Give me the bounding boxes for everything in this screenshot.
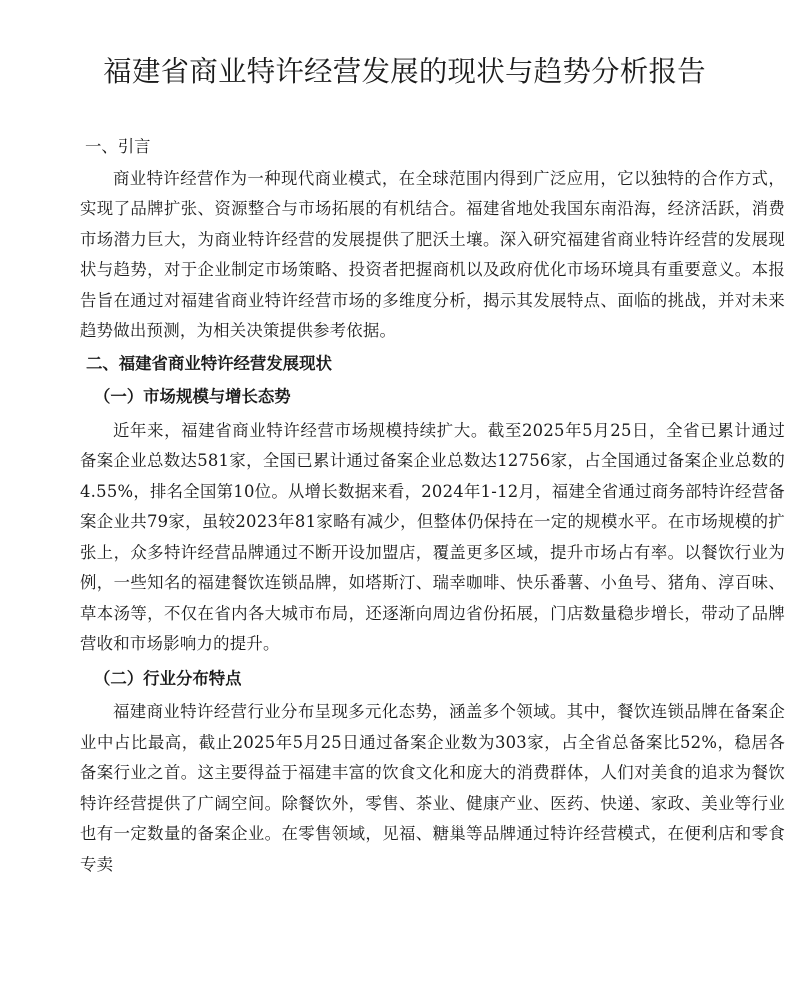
document-body [80, 132, 785, 880]
paragraph-introduction: 商业特许经营作为一种现代商业模式，在全球范围内得到广泛应用，它以独特的合作方式，实现了品牌扩张、资源整合与市场拓展的有机结合。福建省地处我国东南沿海，经济活跃，消费市场潜力巨大，为商业特许经营的发展提供了肥沃土壤。深入研究福建省商业特许经营的发展现状与趋势，对于企业制定市场策略、投资者把握商机以及政府优化市场环境具有重要意义。本报告旨在通过对福建省商业特许经营市场的多维度分析，揭示其发展特点、面临的挑战，并对未来趋势做出预测，为相关决策提供参考依据。 [80, 168, 785, 340]
paragraph-market-scale: 近年来，福建省商业特许经营市场规模持续扩大。截至2025年5月25日，全省已累计通过备案企业总数达581家，全国已累计通过备案企业总数达12756家，占全国通过备案企业总数的4.55%，排名全国第10位。从增长数据来看，2024年1-12月，福建全省通过商务部特许经营备案企业共79家，虽较2023年81家略有减少，但整体仍保持在一定的规模水平。在市场规模的扩张上，众多特许经营品牌通过不断开设加盟店，覆盖更多区域，提升市场占有率。以餐饮行业为例，一些知名的福建餐饮连锁品牌，如塔斯汀、瑞幸咖啡、快乐番薯、小鱼号、猪角、淳百味、草本汤等，不仅在省内各大城市布局，还逐渐向周边省份拓展，门店数量稳步增长，带动了品牌营收和市场影响力的提升。 [80, 420, 785, 653]
section-heading-introduction: 一、引言 [85, 137, 151, 156]
section-heading-current-status: 二、福建省商业特许经营发展现状 [86, 353, 332, 373]
subsection-heading-industry-distribution: （二）行业分布特点 [94, 668, 242, 688]
document-title: 福建省商业特许经营发展的现状与趋势分析报告 [103, 55, 706, 88]
subsection-heading-market-scale: （一）市场规模与增长态势 [94, 387, 291, 406]
paragraph-industry-distribution: 福建商业特许经营行业分布呈现多元化态势，涵盖多个领域。其中，餐饮连锁品牌在备案企业中占比最高，截止2025年5月25日通过备案企业数为303家，占全省总备案比52%，稳居各备案行业之首。这主要得益于福建丰富的饮食文化和庞大的消费群体，人们对美食的追求为餐饮特许经营提供了广阔空间。除餐饮外，零售、茶业、健康产业、医药、快递、家政、美业等行业也有一定数量的备案企业。在零售领域，见福、糖巢等品牌通过特许经营模式，在便利店和零食专卖 [80, 702, 785, 874]
